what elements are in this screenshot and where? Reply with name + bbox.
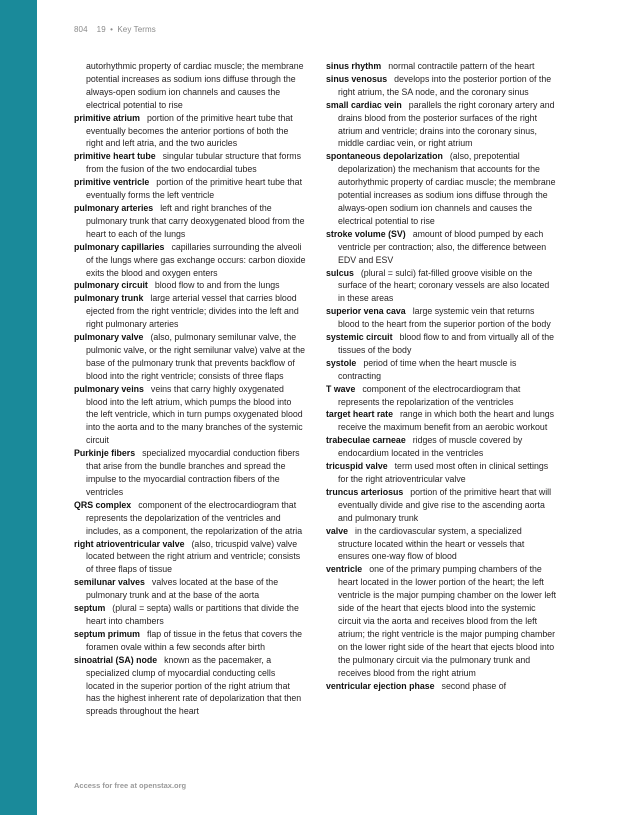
- glossary-term: primitive atrium: [74, 112, 140, 123]
- glossary-entry: [326, 267, 558, 306]
- glossary-entry: [326, 434, 558, 460]
- glossary-term: pulmonary circuit: [74, 280, 148, 291]
- glossary-entry: [74, 538, 306, 577]
- glossary-definition: (plural = sulci) fat-filled groove visible on the surface of the heart; coronary vessels are also located in these areas: [338, 267, 550, 304]
- glossary-entry: [326, 60, 558, 73]
- glossary-entry: [326, 680, 558, 693]
- glossary-term: truncus arteriosus: [326, 486, 404, 497]
- glossary-definition: (also, tricuspid valve) valve located between the right atrium and ventricle; consists of three flaps of tissue: [86, 538, 301, 575]
- glossary-definition: parallels the right coronary artery and drains blood from the posterior surfaces of the right atrium and ventricle; drains into the coronary sinus, middle cardiac vein, or right atrium: [338, 99, 555, 149]
- glossary-entry: [74, 202, 306, 241]
- page-sidebar-band: [0, 0, 37, 815]
- glossary-definition: left and right branches of the pulmonary trunk that carry deoxygenated blood from the heart to each of the lungs: [86, 202, 305, 239]
- glossary-definition: autorhythmic property of cardiac muscle; the membrane potential increases as sodium ions diffuse through the always-open sodium ion channels and causes the electrical potential to rise: [86, 61, 304, 110]
- glossary-definition: (also, prepotential depolarization) the mechanism that accounts for the autorhythmic property of cardiac muscle; the membrane potential increases as sodium ions diffuse through the always-open sodium ion channels and causes the electrical potential to rise: [338, 151, 556, 226]
- glossary-entry: [326, 408, 558, 434]
- glossary-entry: [74, 628, 306, 654]
- glossary-term: sulcus: [326, 267, 354, 278]
- glossary-definition: large systemic vein that returns blood to the heart from the superior portion of the body: [338, 306, 551, 330]
- header-separator: •: [110, 25, 113, 34]
- glossary-definition: second phase of: [441, 680, 507, 691]
- glossary-entry: [74, 292, 306, 331]
- glossary-entry: [74, 150, 306, 176]
- glossary-entry: [74, 176, 306, 202]
- section-title: Key Terms: [117, 25, 156, 34]
- glossary-term: tricuspid valve: [326, 461, 388, 472]
- glossary-definition: large arterial vessel that carries blood ejected from the right ventricle; divides into the left and right pulmonary arteries: [86, 293, 299, 330]
- right-column: [326, 60, 558, 692]
- glossary-definition: develops into the posterior portion of the right atrium, the SA node, and the coronary sinus: [338, 73, 552, 97]
- glossary-definition: range in which both the heart and lungs receive the maximum benefit from an aerobic workout: [338, 409, 555, 433]
- running-header: [74, 25, 156, 34]
- glossary-definition: ridges of muscle covered by endocardium located in the ventricles: [338, 435, 523, 459]
- chapter-number: 19: [96, 25, 106, 34]
- glossary-definition: flap of tissue in the fetus that covers the foramen ovale within a few seconds after birth: [86, 628, 303, 652]
- glossary-term: T wave: [326, 383, 356, 394]
- glossary-entry: [74, 654, 306, 719]
- glossary-term: pulmonary capillaries: [74, 241, 165, 252]
- glossary-term: semilunar valves: [74, 577, 145, 588]
- glossary-definition: capillaries surrounding the alveoli of the lungs where gas exchange occurs: carbon dioxide exits the blood and oxygen enters: [86, 241, 306, 278]
- glossary-term: ventricle: [326, 564, 363, 575]
- glossary-term: pulmonary arteries: [74, 202, 154, 213]
- glossary-definition: component of the electrocardiogram that represents the depolarization of the ventricles and includes, as a component, the repolarization of the atria: [86, 499, 303, 536]
- glossary-entry: [326, 357, 558, 383]
- glossary-term: sinus venosus: [326, 73, 388, 84]
- glossary-term: systemic circuit: [326, 332, 393, 343]
- glossary-term: small cardiac vein: [326, 99, 402, 110]
- glossary-definition: valves located at the base of the pulmonary trunk and at the base of the aorta: [86, 577, 279, 601]
- glossary-entry: [326, 228, 558, 267]
- glossary-definition: (plural = septa) walls or partitions that divide the heart into chambers: [86, 603, 299, 626]
- glossary-entry: [74, 112, 306, 151]
- footer-access-link[interactable]: Access for free at openstax.org: [74, 781, 187, 790]
- glossary-entry: [326, 305, 558, 331]
- glossary-term: pulmonary veins: [74, 383, 144, 394]
- glossary-term: primitive heart tube: [74, 151, 156, 162]
- glossary-term: systole: [326, 357, 357, 368]
- glossary-term: QRS complex: [74, 499, 132, 510]
- glossary-entry: [326, 525, 558, 564]
- glossary-definition: one of the primary pumping chambers of the heart located in the lower portion of the heart; the left ventricle is the major pumping chamber on the lower left side of the heart that ejects blood into the systemic circuit via the aorta and receives blood from the left atrium; the right ventricle is the major pumping chamber on the lower right side of the heart that ejects blood into the pulmonary circuit via the pulmonary trunk and receives blood from the right atrium: [338, 564, 557, 678]
- glossary-definition: normal contractile pattern of the heart: [388, 61, 535, 71]
- glossary-entry: [326, 99, 558, 151]
- glossary-entry: [326, 331, 558, 357]
- glossary-entry: [74, 60, 306, 112]
- glossary-definition: portion of the primitive heart that will eventually divide and give rise to the ascending aorta and pulmonary trunk: [338, 486, 552, 523]
- glossary-definition: period of time when the heart muscle is contracting: [338, 357, 517, 381]
- glossary-term: primitive ventricle: [74, 177, 150, 188]
- glossary-definition: amount of blood pumped by each ventricle per contraction; also, the difference between EDV and ESV: [338, 228, 547, 265]
- glossary-definition: known as the pacemaker, a specialized clump of myocardial conducting cells located in the superior portion of the right atrium that has the highest inherent rate of depolarization that then spreads throughout the heart: [86, 654, 302, 717]
- glossary-term: ventricular ejection phase: [326, 680, 435, 691]
- glossary-definition: portion of the primitive heart tube that eventually forms the left ventricle: [86, 177, 303, 201]
- glossary-definition: specialized myocardial conduction fibers that arise from the bundle branches and spread the impulse to the myocardial contraction fibers of the ventricles: [86, 448, 300, 497]
- glossary-definition: singular tubular structure that forms from the fusion of the two endocardial tubes: [86, 151, 302, 175]
- glossary-definition: (also, pulmonary semilunar valve, the pulmonic valve, or the right semilunar valve) valve at the base of the pulmonary trunk that prevents backflow of blood into the right ventricle; consists of three flaps: [86, 332, 306, 381]
- glossary-definition: portion of the primitive heart tube that eventually becomes the anterior portions of both the right and left atria, and the two auricles: [86, 112, 293, 149]
- glossary-entry: [74, 383, 306, 448]
- glossary-definition: in the cardiovascular system, a specialized structure located within the heart or vessels that ensures one-way flow of blood: [338, 525, 525, 562]
- glossary-term: septum: [74, 603, 106, 614]
- glossary-term: spontaneous depolarization: [326, 151, 443, 162]
- glossary-term: pulmonary valve: [74, 332, 144, 343]
- glossary-definition: term used most often in clinical settings for the right atrioventricular valve: [338, 461, 549, 484]
- glossary-entry: [326, 150, 558, 227]
- glossary-term: valve: [326, 525, 349, 536]
- glossary-entry: [326, 486, 558, 525]
- glossary-entry: [74, 279, 306, 292]
- glossary-definition: component of the electrocardiogram that represents the repolarization of the ventricles: [338, 383, 521, 407]
- glossary-term: sinoatrial (SA) node: [74, 654, 158, 665]
- glossary-entry: [74, 447, 306, 499]
- glossary-definition: blood flow to and from virtually all of the tissues of the body: [338, 332, 555, 355]
- glossary-entry: [326, 73, 558, 99]
- glossary-entry: [326, 460, 558, 486]
- glossary-term: septum primum: [74, 628, 140, 639]
- glossary-entry: [74, 499, 306, 538]
- glossary-entry: [74, 576, 306, 602]
- page-number: 804: [74, 25, 88, 34]
- glossary-entry: [326, 383, 558, 409]
- glossary-entry: [74, 331, 306, 383]
- glossary-definition: blood flow to and from the lungs: [154, 280, 280, 291]
- glossary-entry: [326, 563, 558, 679]
- glossary-term: sinus rhythm: [326, 61, 382, 71]
- glossary-term: trabeculae carneae: [326, 435, 406, 446]
- glossary-term: Purkinje fibers: [74, 448, 136, 459]
- glossary-term: target heart rate: [326, 409, 393, 420]
- glossary-definition: veins that carry highly oxygenated blood into the left atrium, which pumps the blood into the left ventricle, which in turn pumps oxygenated blood into the aorta and to the many branches of the systemic circuit: [86, 383, 303, 446]
- glossary-entry: [74, 241, 306, 280]
- glossary-term: pulmonary trunk: [74, 293, 144, 304]
- glossary-term: stroke volume (SV): [326, 228, 406, 239]
- glossary-entry: [74, 602, 306, 628]
- glossary-term: superior vena cava: [326, 306, 406, 317]
- left-column: [74, 60, 306, 718]
- glossary-term: right atrioventricular valve: [74, 538, 185, 549]
